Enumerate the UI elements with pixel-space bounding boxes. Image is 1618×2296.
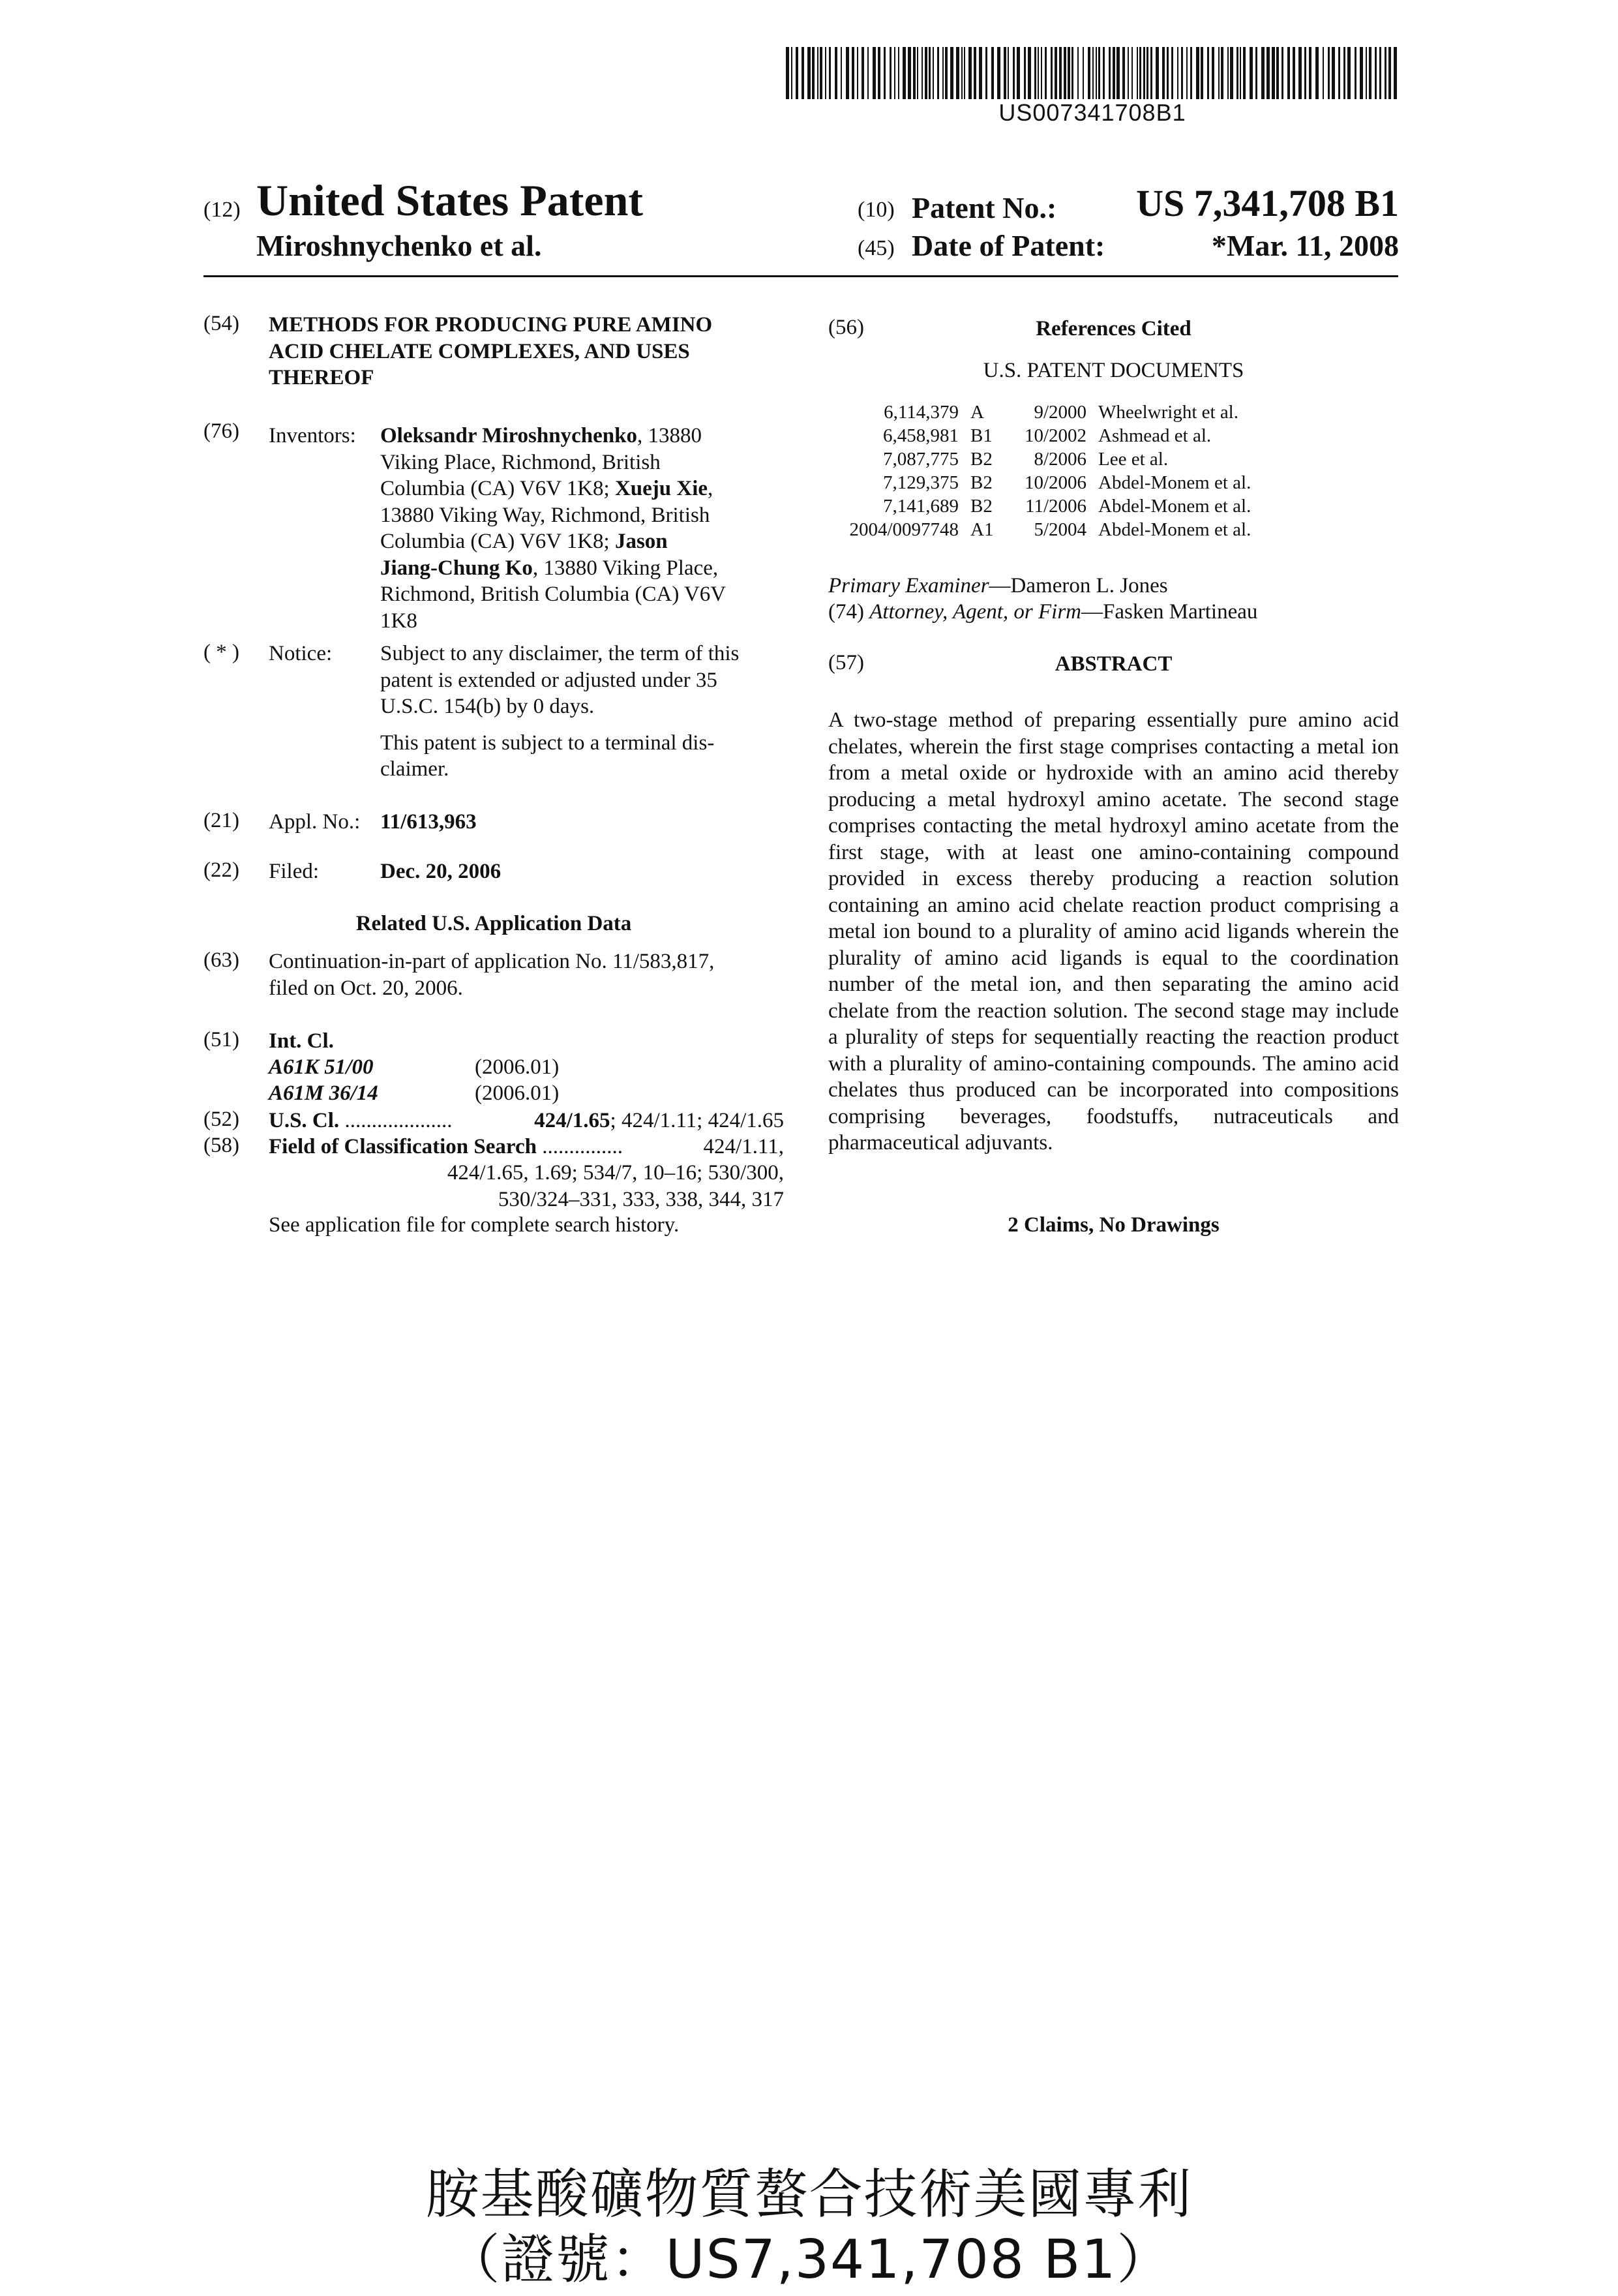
abstract-text: A two-stage method of preparing essentially pure amino acid chelates, wherein the first stage comprises contacting a metal ion from a metal oxide or hydroxide with an amino acid thereby producing a metal hydroxyl amino acetate. The second stage comprises contacting the metal hydroxyl amino acetate from the first stage, with at least one amino-containing compound provided in excess thereby producing a reaction solution containing an amino acid chelate reaction product comprising a metal ion bound to a plurality of amino acid ligands wherein the plurality of amino acid ligands is equal to the coordination number of the metal ion, and then separating the amino acid chelate from the reaction solution. The second stage may include a plurality of steps for sequentially reacting the reaction product with a plurality of amino-containing compounds. The amino acid chelates thus produced can be incorporated into compositions comprising beverages, foodstuffs, nutraceuticals and pharmaceutical adjuvants.: [828, 708, 1399, 1155]
attorney: [828, 599, 1257, 626]
us-cl-dots: ....................: [344, 1109, 453, 1132]
barcode-bar: [1156, 47, 1159, 99]
barcode-bar: [1388, 47, 1391, 99]
continuation-line: Continuation-in-part of application No. 11/583,817,: [269, 950, 715, 973]
field-search-dots: ...............: [542, 1135, 623, 1158]
application-label: Appl. No.:: [269, 810, 361, 834]
reference-kind: B2: [970, 472, 993, 493]
barcode-bar: [884, 47, 886, 99]
barcode-bar: [1150, 47, 1152, 99]
inventor-name: Jiang-Chung Ko: [380, 556, 533, 580]
continuation-line: filed on Oct. 20, 2006.: [269, 976, 463, 1000]
attorney-name: —Fasken Martineau: [1081, 600, 1258, 624]
barcode-bar: [1230, 47, 1233, 99]
reference-date: 11/2006: [1025, 496, 1086, 517]
reference-name: Wheelwright et al.: [1098, 402, 1238, 423]
barcode-bar: [1071, 47, 1073, 99]
code-52: (52): [203, 1108, 239, 1131]
barcode-bar: [835, 47, 837, 99]
barcode-bar: [1366, 47, 1367, 99]
notice-text: [380, 641, 785, 783]
code-74: (74): [828, 600, 864, 624]
barcode-bar: [1250, 47, 1253, 99]
barcode-bar: [1013, 47, 1015, 99]
title-line: THEREOF: [269, 366, 374, 389]
barcode-bar: [908, 47, 911, 99]
reference-number: 7,087,775: [883, 449, 959, 470]
barcode-image: [786, 47, 1399, 99]
barcode-bar: [1369, 47, 1371, 99]
inventor-address: , 13880: [637, 424, 702, 447]
us-patent-documents-heading: U.S. PATENT DOCUMENTS: [983, 359, 1244, 382]
inventors-short: Miroshnychenko et al.: [256, 229, 542, 262]
reference-row: [835, 424, 1251, 447]
barcode-bar: [1287, 47, 1290, 99]
reference-number: 6,458,981: [883, 425, 959, 446]
int-cl-label: Int. Cl.: [269, 1029, 334, 1053]
title-line: METHODS FOR PRODUCING PURE AMINO: [269, 313, 713, 337]
reference-date: 10/2002: [1024, 425, 1086, 446]
code-57: (57): [828, 651, 864, 674]
reference-date: 10/2006: [1024, 472, 1086, 493]
code-63: (63): [203, 948, 239, 972]
barcode-bar: [894, 47, 895, 99]
claims-summary: 2 Claims, No Drawings: [1008, 1213, 1220, 1237]
barcode-bar: [1088, 47, 1090, 99]
barcode-bar: [1281, 47, 1283, 99]
barcode-bar: [1385, 47, 1386, 99]
barcode-bar: [1059, 47, 1062, 99]
barcode-bar: [1045, 47, 1047, 99]
field-search-line: 530/324–331, 333, 338, 344, 317: [498, 1187, 784, 1211]
barcode-bar: [878, 47, 880, 99]
barcode-bar: [1243, 47, 1246, 99]
reference-number: 2004/0097748: [849, 519, 959, 540]
code-notice: ( * ): [203, 641, 239, 664]
barcode-bar: [1186, 47, 1188, 99]
barcode-bar: [1227, 47, 1229, 99]
barcode-bar: [1017, 47, 1020, 99]
reference-name: Abdel-Monem et al.: [1098, 496, 1251, 517]
barcode-bar: [1098, 47, 1100, 99]
barcode-bar: [1109, 47, 1111, 99]
barcode-bar: [817, 47, 818, 99]
title-line: ACID CHELATE COMPLEXES, AND USES: [269, 339, 690, 363]
barcode-bar: [807, 47, 811, 99]
barcode-bar: [1309, 47, 1311, 99]
barcode-bar: [1207, 47, 1209, 99]
reference-number: 7,129,375: [883, 472, 959, 493]
code-54: (54): [203, 312, 239, 335]
barcode-bar: [1131, 47, 1133, 99]
barcode-bar: [786, 47, 789, 99]
barcode-bar: [861, 47, 864, 99]
barcode-bar: [956, 47, 959, 99]
code-56: (56): [828, 316, 864, 339]
inventor-name: Oleksandr Miroshnychenko: [380, 424, 637, 447]
references-table: [835, 400, 1251, 541]
terminal-disclaimer-line: claimer.: [380, 757, 449, 781]
barcode-bar: [1092, 47, 1094, 99]
barcode-bar: [1266, 47, 1270, 99]
reference-row: [835, 471, 1251, 494]
date-label: Date of Patent:: [912, 229, 1105, 262]
code-10: (10): [858, 198, 895, 222]
field-search-line: 424/1.65, 1.69; 534/7, 10–16; 530/300,: [447, 1161, 784, 1185]
barcode-bar: [841, 47, 842, 99]
inventor-address: 1K8: [380, 609, 417, 633]
reference-kind: B2: [970, 449, 993, 470]
us-cl-secondary: ; 424/1.11; 424/1.65: [610, 1109, 784, 1132]
barcode-bar: [1343, 47, 1345, 99]
us-cl-label: U.S. Cl.: [269, 1109, 340, 1132]
code-58: (58): [203, 1134, 239, 1157]
barcode-bar: [825, 47, 826, 99]
barcode-bar: [1034, 47, 1036, 99]
abstract-heading: ABSTRACT: [1055, 652, 1173, 676]
footer-line: （證號：US7,341,708 B1）: [446, 2229, 1172, 2291]
barcode-bar: [1113, 47, 1115, 99]
inventor-address: Columbia (CA) V6V 1K8;: [380, 477, 615, 500]
barcode-bar: [1196, 47, 1199, 99]
barcode-bar: [1041, 47, 1042, 99]
barcode-bar: [1055, 47, 1057, 99]
barcode-bar: [1201, 47, 1203, 99]
barcode-bar: [791, 47, 792, 99]
barcode-bar: [1103, 47, 1105, 99]
barcode-bar: [1139, 47, 1141, 99]
barcode-bar: [964, 47, 965, 99]
barcode-bar: [1272, 47, 1275, 99]
barcode-bar: [802, 47, 804, 99]
barcode-bar: [1122, 47, 1125, 99]
barcode-bar: [1096, 47, 1097, 99]
barcode-bar: [913, 47, 916, 99]
int-cl-code: A61K 51/00: [269, 1055, 374, 1079]
inventors-block: [380, 423, 798, 634]
barcode-bar: [979, 47, 982, 99]
field-search-first: 424/1.11,: [703, 1135, 784, 1158]
barcode-bar: [1024, 47, 1026, 99]
references-heading: References Cited: [1036, 317, 1191, 340]
notice-line: patent is extended or adjusted under 35: [380, 668, 717, 692]
field-search-line: [269, 1134, 784, 1160]
reference-name: Abdel-Monem et al.: [1098, 519, 1251, 540]
inventor-address: ,: [708, 477, 713, 500]
barcode-bar: [1293, 47, 1295, 99]
inventor-address: 13880 Viking Way, Richmond, British: [380, 503, 710, 527]
reference-kind: A1: [970, 519, 994, 540]
filed-date: Dec. 20, 2006: [380, 860, 502, 883]
reference-row: [835, 494, 1251, 518]
barcode-bar: [1143, 47, 1145, 99]
code-12: (12): [203, 198, 241, 222]
barcode-bar: [1221, 47, 1223, 99]
footer-caption: [0, 2162, 1618, 2293]
barcode-bar: [1332, 47, 1335, 99]
reference-name: Abdel-Monem et al.: [1098, 472, 1251, 493]
barcode-bar: [1064, 47, 1066, 99]
barcode-bar: [917, 47, 918, 99]
barcode-bar: [991, 47, 994, 99]
barcode-bar: [1315, 47, 1319, 99]
reference-kind: A: [970, 402, 984, 423]
barcode-bar: [1304, 47, 1306, 99]
notice-line: Subject to any disclaimer, the term of this: [380, 642, 740, 665]
code-51: (51): [203, 1028, 239, 1051]
barcode-bar: [857, 47, 858, 99]
barcode-bar: [1068, 47, 1070, 99]
barcode-bar: [1162, 47, 1165, 99]
barcode-bar: [1146, 47, 1148, 99]
barcode-bar: [1181, 47, 1183, 99]
barcode-bar: [1038, 47, 1039, 99]
terminal-disclaimer-line: This patent is subject to a terminal dis-: [380, 731, 715, 755]
barcode-bar: [1212, 47, 1214, 99]
inventor-address: Columbia (CA) V6V 1K8;: [380, 530, 615, 553]
application-number: 11/613,963: [380, 810, 477, 834]
reference-date: 9/2000: [1034, 402, 1086, 423]
barcode-bar: [820, 47, 822, 99]
inventor-address: Viking Place, Richmond, British: [380, 450, 661, 474]
barcode-bar: [1083, 47, 1084, 99]
reference-number: 7,141,689: [883, 496, 959, 517]
attorney-label: Attorney, Agent, or Firm: [869, 600, 1082, 624]
barcode-bar: [985, 47, 987, 99]
reference-name: Lee et al.: [1098, 449, 1169, 470]
barcode-bar: [1028, 47, 1031, 99]
barcode-bar: [1008, 47, 1009, 99]
barcode-bar: [1276, 47, 1279, 99]
barcode-bar: [796, 47, 798, 99]
barcode-bar: [873, 47, 876, 99]
field-search-more: [269, 1160, 784, 1213]
continuation-text: [269, 948, 790, 1001]
barcode-bar: [937, 47, 939, 99]
inventor-address: Richmond, British Columbia (CA) V6V: [380, 582, 727, 606]
barcode-bar: [1116, 47, 1120, 99]
field-search-label: Field of Classification Search: [269, 1135, 537, 1158]
primary-examiner: [828, 573, 1168, 599]
barcode-bar: [1261, 47, 1265, 99]
barcode-bar: [1255, 47, 1257, 99]
barcode-bar: [1077, 47, 1079, 99]
barcode-bar: [1328, 47, 1330, 99]
barcode-bar: [929, 47, 931, 99]
barcode-bar: [921, 47, 923, 99]
code-45: (45): [858, 236, 895, 260]
barcode-bar: [1137, 47, 1138, 99]
barcode-bar: [1355, 47, 1356, 99]
inventor-name: Xueju Xie: [614, 477, 708, 500]
patent-date: *Mar. 11, 2008: [1211, 229, 1399, 262]
barcode-bar: [1240, 47, 1241, 99]
reference-kind: B1: [970, 425, 993, 446]
barcode-bar: [898, 47, 899, 99]
barcode-bar: [1171, 47, 1173, 99]
barcode-bar: [1004, 47, 1006, 99]
barcode-bar: [1323, 47, 1324, 99]
barcode-bar: [1167, 47, 1169, 99]
barcode-bar: [846, 47, 849, 99]
inventor-address: , 13880 Viking Place,: [532, 556, 719, 580]
barcode-bar: [1128, 47, 1129, 99]
barcode-bar: [1360, 47, 1363, 99]
patent-title: [269, 312, 790, 391]
barcode-bar: [1379, 47, 1381, 99]
reference-row: [835, 400, 1251, 424]
notice-line: U.S.C. 154(b) by 0 days.: [380, 695, 595, 718]
see-application-note: See application file for complete search history.: [269, 1213, 680, 1237]
reference-row: [835, 447, 1251, 471]
barcode-bar: [1051, 47, 1053, 99]
barcode-bar: [968, 47, 972, 99]
barcode-bar: [903, 47, 906, 99]
barcode-bar: [1218, 47, 1220, 99]
barcode-bar: [925, 47, 927, 99]
barcode-bar: [974, 47, 976, 99]
barcode-bar: [942, 47, 944, 99]
patent-number-label: Patent No.:: [912, 191, 1057, 224]
filed-label: Filed:: [269, 860, 320, 883]
barcode-bar: [961, 47, 963, 99]
reference-date: 8/2006: [1034, 449, 1086, 470]
barcode-bar: [945, 47, 948, 99]
int-cl-version: (2006.01): [475, 1055, 560, 1079]
inventor-name: Jason: [614, 530, 668, 553]
barcode-bar: [1347, 47, 1351, 99]
primary-examiner-label: Primary Examiner: [828, 574, 989, 597]
reference-row: [835, 518, 1251, 541]
barcode-bar: [890, 47, 891, 99]
barcode-number: US007341708B1: [998, 99, 1186, 126]
barcode-bar: [1190, 47, 1192, 99]
footer-line: 胺基酸礦物質螯合技術美國專利: [425, 2164, 1193, 2226]
barcode-bar: [997, 47, 1000, 99]
document-type: United States Patent: [256, 175, 644, 225]
barcode-bar: [867, 47, 869, 99]
barcode-bar: [1177, 47, 1178, 99]
barcode-bar: [950, 47, 953, 99]
barcode-bar: [1375, 47, 1377, 99]
barcode-bar: [852, 47, 854, 99]
patent-number: US 7,341,708 B1: [1136, 182, 1399, 224]
reference-number: 6,114,379: [884, 402, 959, 423]
barcode-bar: [1298, 47, 1302, 99]
primary-examiner-name: —Dameron L. Jones: [989, 574, 1168, 597]
related-data-heading: Related U.S. Application Data: [355, 912, 632, 935]
barcode-bar: [812, 47, 815, 99]
header-divider: [203, 275, 1398, 277]
barcode-bar: [1394, 47, 1397, 99]
notice-label: Notice:: [269, 642, 333, 665]
barcode-bar: [933, 47, 934, 99]
barcode-bar: [829, 47, 831, 99]
us-cl-primary: 424/1.65: [534, 1109, 610, 1132]
code-76: (76): [203, 419, 239, 443]
int-cl-code: A61M 36/14: [269, 1081, 378, 1105]
barcode-bar: [1338, 47, 1340, 99]
reference-kind: B2: [970, 496, 993, 517]
code-22: (22): [203, 858, 239, 882]
barcode-bar: [1236, 47, 1238, 99]
int-cl-version: (2006.01): [475, 1081, 560, 1105]
us-cl-line: [269, 1108, 784, 1134]
reference-date: 5/2004: [1034, 519, 1086, 540]
inventors-label: Inventors:: [269, 424, 356, 447]
code-21: (21): [203, 809, 239, 832]
reference-name: Ashmead et al.: [1098, 425, 1212, 446]
